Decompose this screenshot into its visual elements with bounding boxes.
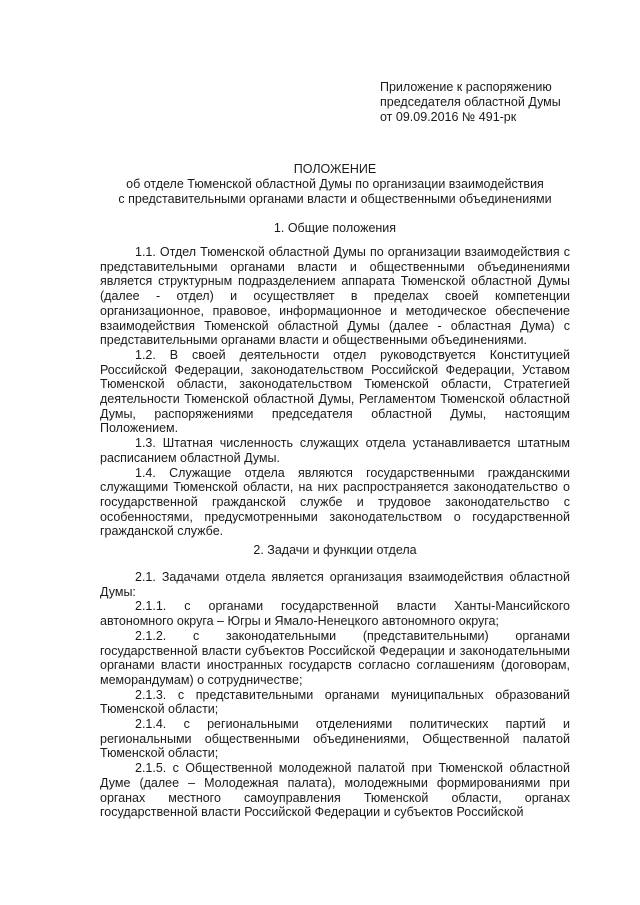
title-line-3: с представительными органами власти и общественными объединениями <box>118 192 552 206</box>
section-2-body <box>100 570 570 820</box>
appendix-note <box>380 80 600 125</box>
paragraph-2-1: 2.1. Задачами отдела является организация взаимодействия областной Думы: <box>100 570 570 599</box>
paragraph-2-1-5: 2.1.5. с Общественной молодежной палатой при Тюменской областной Думе (далее – Молодежная палата), молодежными формированиями при органах местного самоуправления Тюменской области, органах государственной власти Российской Федерации и субъектов Российской <box>100 761 570 820</box>
title-line-2: об отделе Тюменской областной Думы по организации взаимодействия <box>126 177 544 191</box>
appendix-line-2: председателя областной Думы <box>380 95 561 109</box>
paragraph-2-1-4: 2.1.4. с региональными отделениями политических партий и региональными общественными объединениями, Общественной палатой Тюменской области; <box>100 717 570 761</box>
document-title <box>100 162 570 207</box>
paragraph-1-1: 1.1. Отдел Тюменской областной Думы по организации взаимодействия с представительными органами власти и общественными объединениями является структурным подразделением аппарата Тюменской областной Думы (далее - отдел) и осуществляет в пределах своей компетенции организационное, правовое, информационное и методическое обеспечение взаимодействия Тюменской областной Думы (далее - областная Дума) с представительными органами власти и общественными объединениями. <box>100 245 570 348</box>
paragraph-2-1-3: 2.1.3. с представительными органами муниципальных образований Тюменской области; <box>100 687 570 717</box>
paragraph-1-3: 1.3. Штатная численность служащих отдела устанавливается штатным расписанием областной Думы. <box>100 436 570 465</box>
section-2-heading: 2. Задачи и функции отдела <box>253 543 417 557</box>
appendix-line-3: от 09.09.2016 № 491-рк <box>380 110 517 124</box>
section-1-body <box>100 245 570 539</box>
appendix-line-1: Приложение к распоряжению <box>380 80 552 94</box>
section-1-heading: 1. Общие положения <box>273 221 397 235</box>
paragraph-2-1-1: 2.1.1. с органами государственной власти Ханты-Мансийского автономного округа – Югры и Ямало-Ненецкого автономного округа; <box>100 599 570 629</box>
paragraph-1-2: 1.2. В своей деятельности отдел руководствуется Конституцией Российской Федерации, законодательством Российской Федерации, Уставом Тюменской области, законодательством Тюменской области, Стратегией деятельности Тюменской областной Думы, Регламентом Тюменской областной Думы, распоряжениями председателя областной Думы, настоящим Положением. <box>100 347 570 436</box>
paragraph-2-1-2: 2.1.2. с законодательными (представительными) органами государственной власти субъектов Российской Федерации и законодательными органами власти иностранных государств согласно соглашениям (договорам, меморандумам) о сотрудничестве; <box>100 628 570 687</box>
title-heading: ПОЛОЖЕНИЕ <box>293 162 377 176</box>
paragraph-1-4: 1.4. Служащие отдела являются государственными гражданскими служащими Тюменской области, на них распространяется законодательство о государственной гражданской службе и трудовое законодательство с особенностями, предусмотренными законодательством о государственной гражданской службе. <box>100 465 570 539</box>
